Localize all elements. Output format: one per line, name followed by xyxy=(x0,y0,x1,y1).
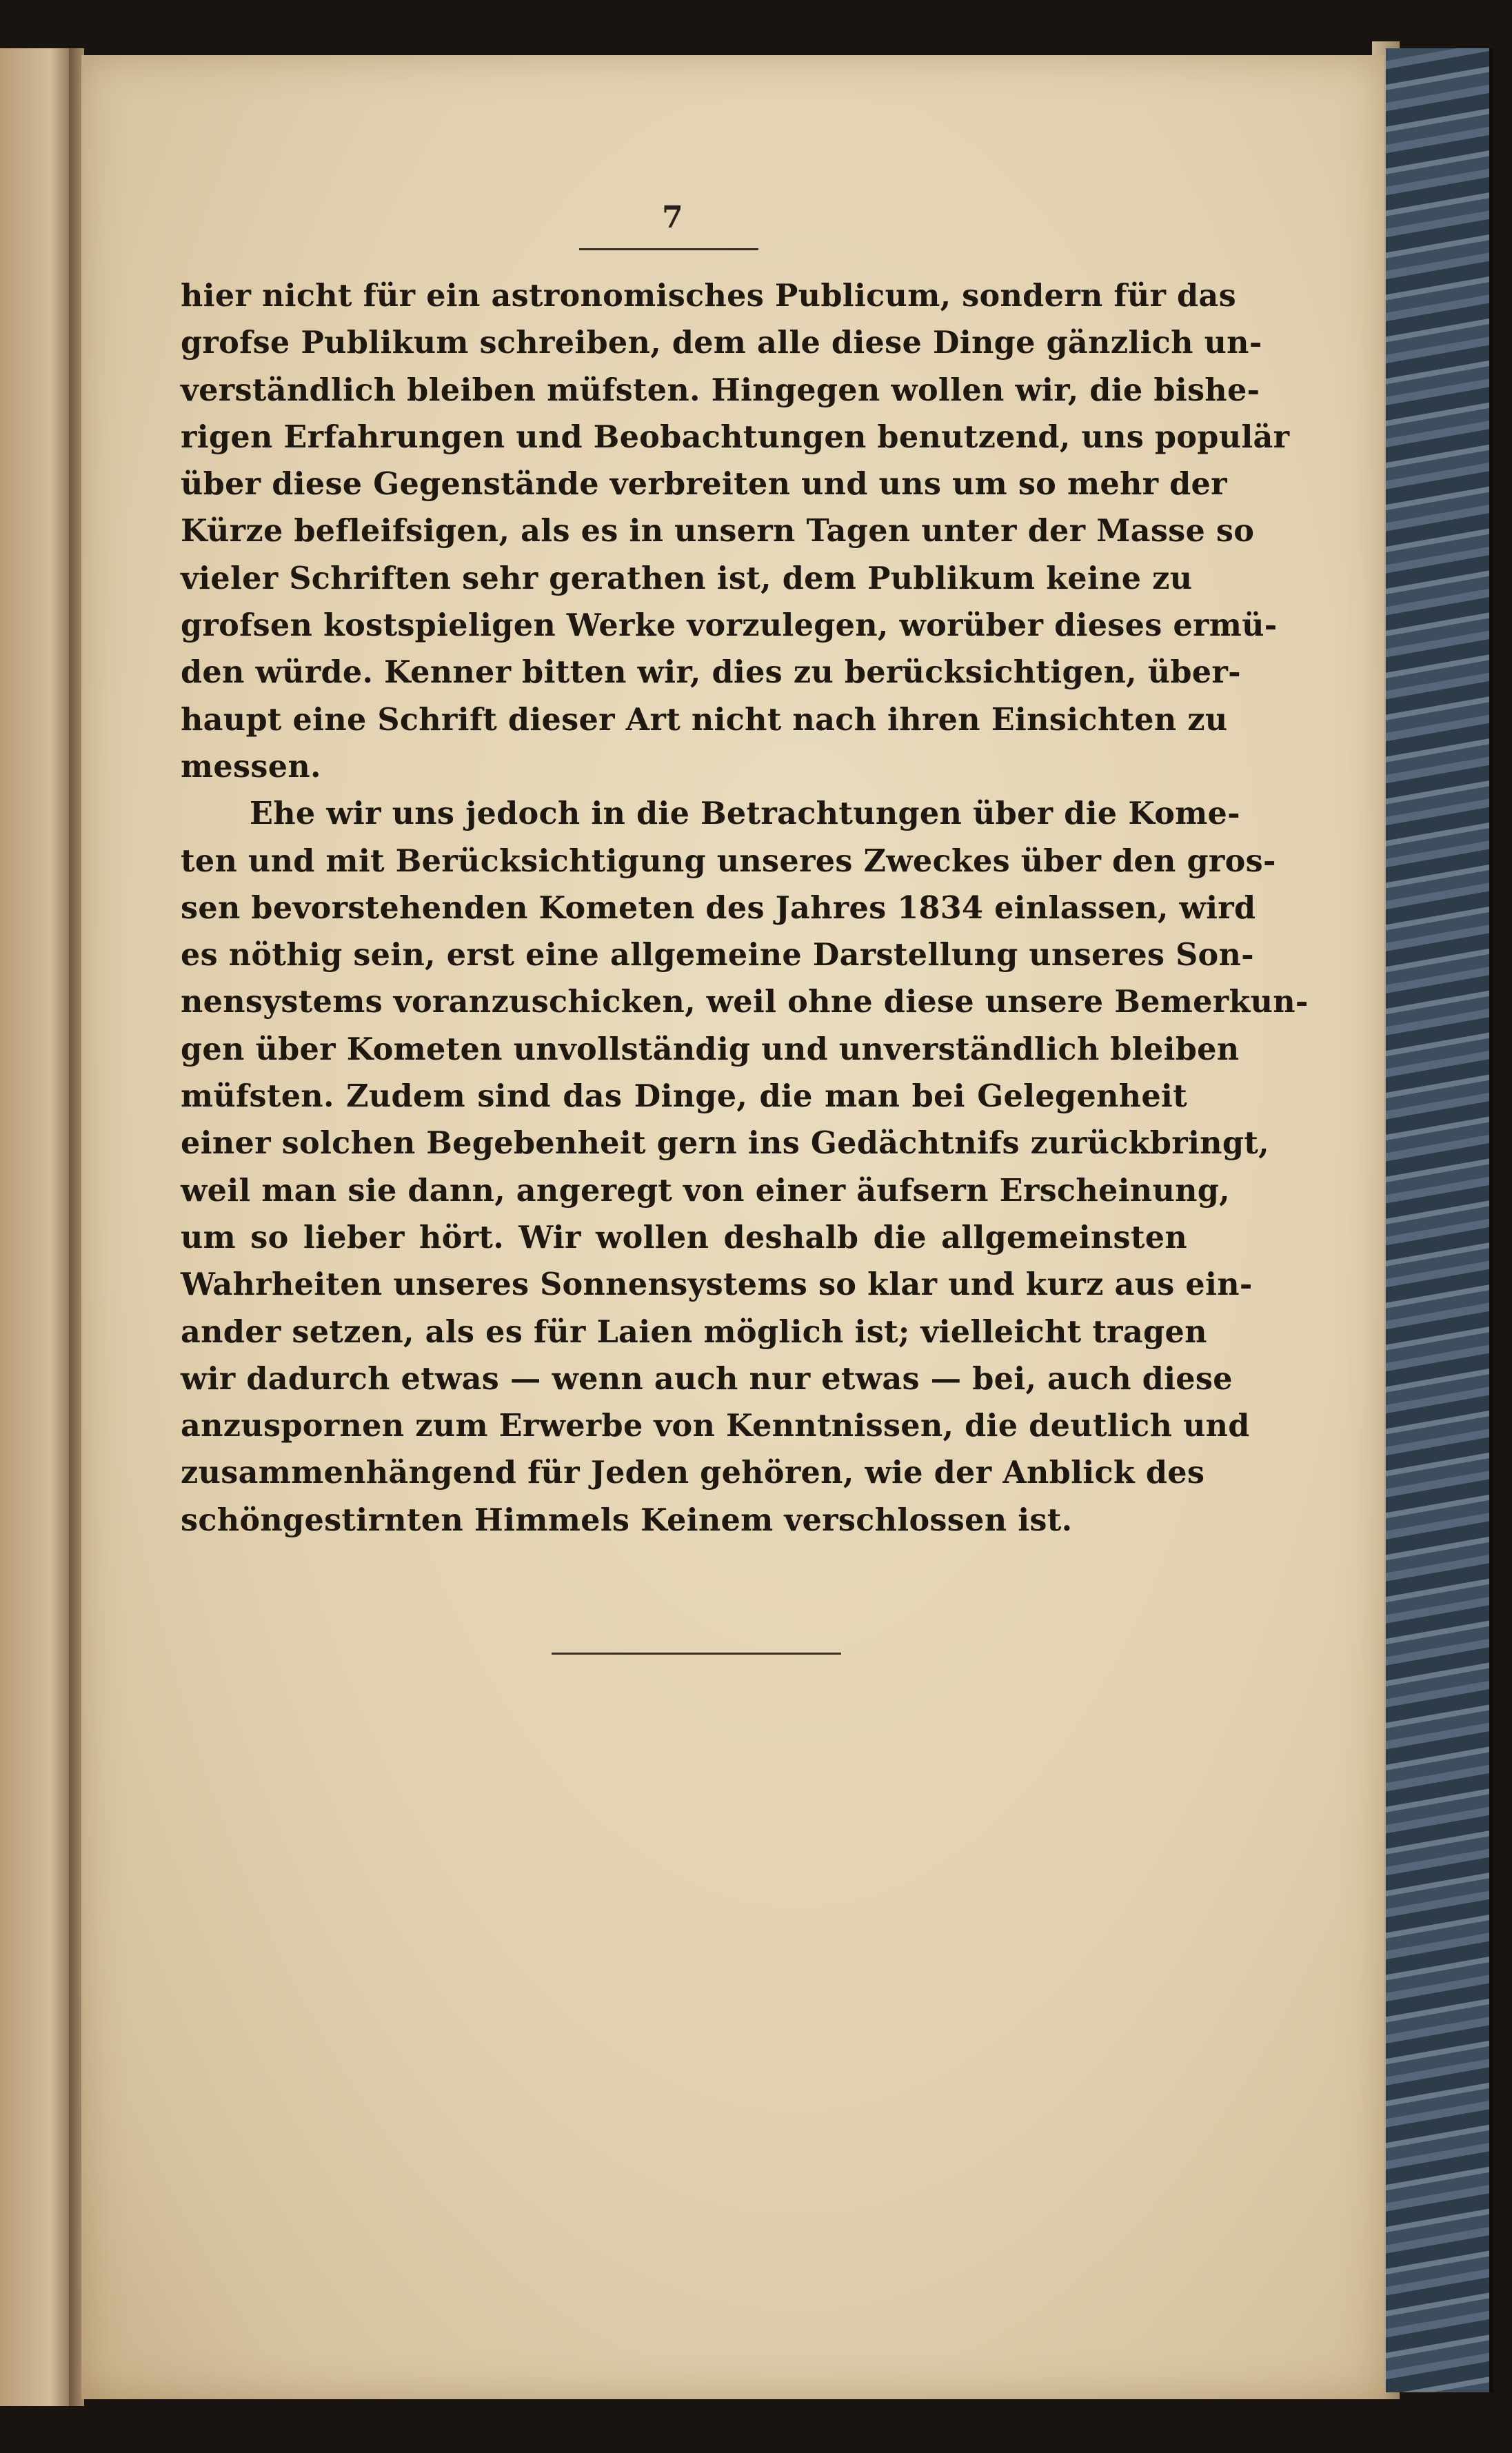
left-facing-page-edge xyxy=(0,48,72,2406)
text-line: messen. xyxy=(181,748,321,785)
text-line: weil man sie dann, angeregt von einer äufsern Erscheinung, xyxy=(181,1172,1230,1209)
text-line: verständlich bleiben müfsten. Hingegen wollen wir, die bishe- xyxy=(181,372,1260,408)
text-line: ten und mit Berücksichtigung unseres Zweckes über den gros- xyxy=(181,842,1276,879)
text-line: Wahrheiten unseres Sonnensystems so klar und kurz aus ein- xyxy=(181,1266,1253,1303)
text-line: den würde. Kenner bitten wir, dies zu berücksichtigen, über- xyxy=(181,654,1241,691)
text-line: Kürze befleifsigen, als es in unsern Tagen unter der Masse so xyxy=(181,513,1255,549)
text-line: ander setzen, als es für Laien möglich ist; vielleicht tragen xyxy=(181,1313,1207,1350)
section-end-rule xyxy=(552,1653,841,1655)
text-line: müfsten. Zudem sind das Dinge, die man bei Gelegenheit xyxy=(181,1078,1187,1115)
text-line: vieler Schriften sehr gerathen ist, dem Publikum keine zu xyxy=(181,560,1193,596)
text-line: haupt eine Schrift dieser Art nicht nach ihren Einsichten zu xyxy=(181,701,1228,738)
text-line: zusammenhängend für Jeden gehören, wie der Anblick des xyxy=(181,1455,1205,1491)
text-line: über diese Gegenstände verbreiten und uns um so mehr der xyxy=(181,466,1227,503)
text-line: rigen Erfahrungen und Beobachtungen benutzend, uns populär xyxy=(181,418,1290,455)
text-line: Ehe wir uns jedoch in die Betrachtungen über die Kome- xyxy=(250,796,1240,832)
body-text xyxy=(181,272,1309,1544)
text-line: wir dadurch etwas — wenn auch nur etwas — bei, auch diese xyxy=(181,1360,1233,1397)
page-number: 7 xyxy=(662,200,683,235)
text-line: grofsen kostspieligen Werke vorzulegen, worüber dieses ermü- xyxy=(181,607,1278,644)
marbled-cover-board xyxy=(1386,48,1493,2392)
text-line: einer solchen Begebenheit gern ins Gedächtnifs zurückbringt, xyxy=(181,1125,1269,1162)
text-line: hier nicht für ein astronomisches Publicum, sondern für das xyxy=(181,278,1236,314)
text-line: um so lieber hört. Wir wollen deshalb die allgemeinsten xyxy=(181,1219,1187,1255)
text-line: grofse Publikum schreiben, dem alle diese Dinge gänzlich un- xyxy=(181,325,1262,361)
text-line: es nöthig sein, erst eine allgemeine Darstellung unseres Son- xyxy=(181,937,1254,973)
text-line: nensystems voranzuschicken, weil ohne diese unsere Bemerkun- xyxy=(181,984,1309,1020)
text-line: schöngestirnten Himmels Keinem verschlossen ist. xyxy=(181,1502,1073,1538)
text-line: anzuspornen zum Erwerbe von Kenntnissen, die deutlich und xyxy=(181,1408,1250,1444)
text-line: sen bevorstehenden Kometen des Jahres 1834 einlassen, wird xyxy=(181,889,1256,926)
text-line: gen über Kometen unvollständig und unverständlich bleiben xyxy=(181,1031,1240,1067)
header-rule xyxy=(579,248,758,250)
